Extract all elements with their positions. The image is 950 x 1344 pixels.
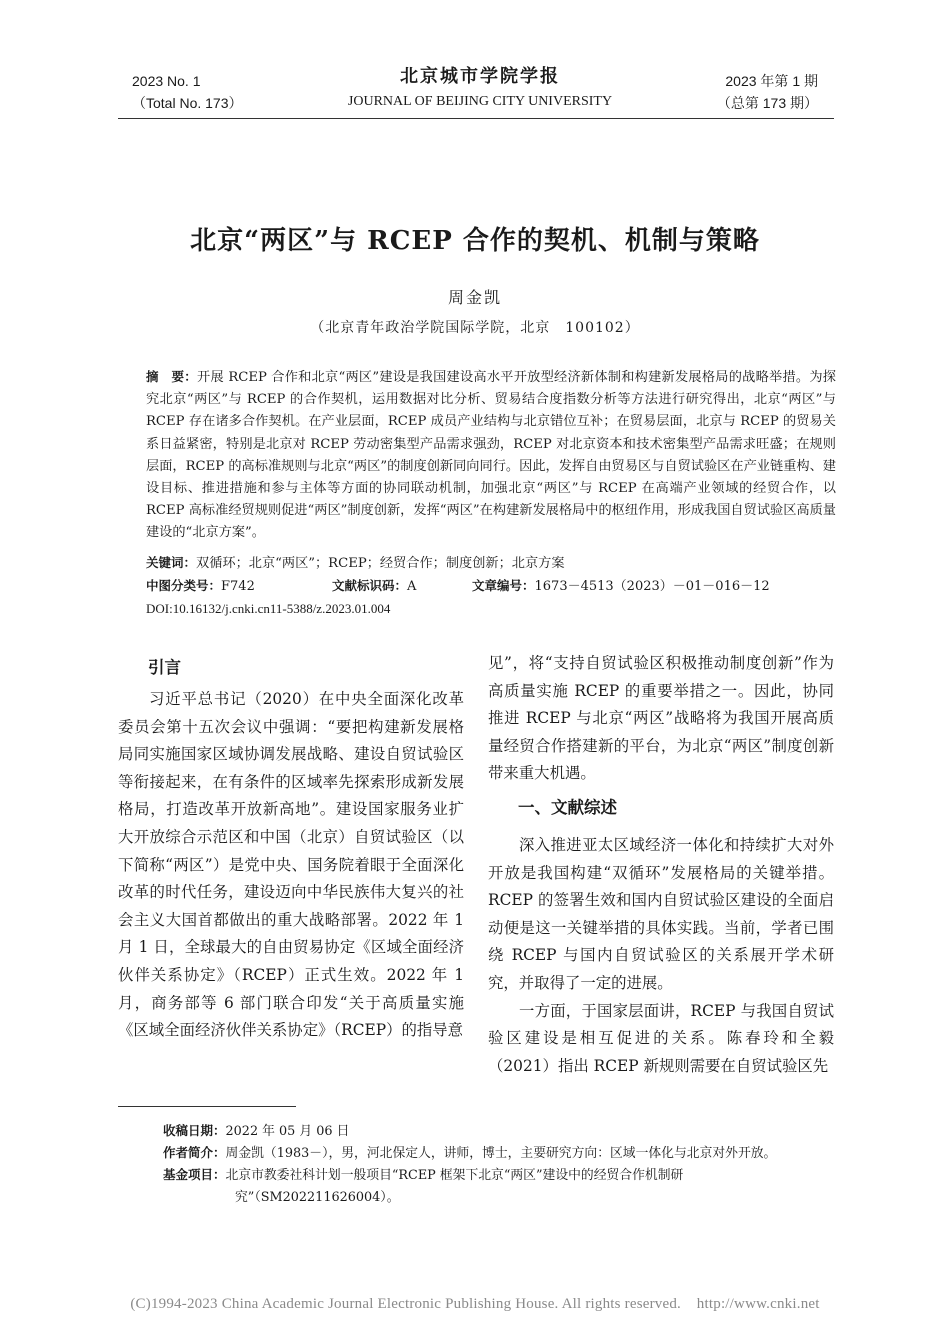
header-divider [118, 118, 834, 119]
footnote-fund [163, 1164, 843, 1209]
literature-paragraph-1: 深入推进亚太区域经济一体化和持续扩大对外开放是我国构建“双循环”发展格局的关键举措。RCEP 的签署生效和国内自贸试验区建设的全面启动便是这一关键举措的具体实践。当前，学者已围绕 RCEP 与国内自贸试验区的关系展开学术研究，并取得了一定的进展。 [488, 835, 834, 992]
author-name: 周金凯 [447, 288, 502, 307]
keywords-text: 双循环；北京“两区”；RCEP；经贸合作；制度创新；北京方案 [196, 556, 565, 571]
introduction-paragraph: 习近平总书记（2020）在中央全面深化改革委员会第十五次会议中强调：“要把构建新发展格局同实施国家区域协调发展战略、建设自贸试验区等衔接起来，在有条件的区域率先探索形成新发展格局，打造改革开放新高地”。建设国家服务业扩大开放综合示范区和中国（北京）自贸试验区（以下简称“两区”）是党中央、国务院着眼于全面深化改革的时代任务，建设迈向中华民族伟大复兴的社会主义大国首都做出的重大战略部署。2022 年 1 月 1 日，全球最大的自由贸易协定《区域全面经济伙伴关系协定》（RCEP）正式生效。2022 年 1 月，商务部等 6 部门联合印发“关于高质量实施《区域全面经济伙伴关系协定》（RCEP）的指导意 [118, 690, 464, 1040]
abstract-label: 摘 要： [146, 369, 198, 384]
keywords-label: 关键词： [146, 555, 197, 570]
section-heading-introduction: 引言 [148, 658, 181, 677]
received-value: 2022 年 05 月 06 日 [225, 1124, 350, 1139]
section-heading-literature-review: 一、文献综述 [518, 797, 617, 817]
keywords [146, 552, 836, 575]
author-bio-label: 作者简介： [163, 1145, 226, 1160]
author-bio-value: 周金凯（1983－），男，河北保定人，讲师，博士，主要研究方向：区域一体化与北京对外开放。 [225, 1146, 777, 1161]
header-left [132, 70, 243, 114]
header-right [717, 70, 818, 114]
footnote-divider [118, 1106, 296, 1107]
left-column [118, 650, 464, 1045]
issue-number-en: 2023 No. 1 [132, 73, 201, 89]
footnote-received [163, 1120, 843, 1143]
author-affiliation: （北京青年政治学院国际学院，北京 100102） [310, 320, 640, 336]
fund-value: 北京市教委社科计划一般项目“RCEP 框架下北京“两区”建设中的经贸合作机制研究”（SM202211626004）。 [225, 1168, 684, 1205]
clc-label: 中图分类号： [146, 578, 222, 593]
article-number-label: 文章编号： [472, 578, 535, 593]
total-number-cn: （总第 173 期） [716, 95, 818, 111]
clc-value: F742 [221, 579, 255, 594]
fund-label: 基金项目： [163, 1167, 226, 1182]
issue-number-cn: 2023 年第 1 期 [725, 73, 818, 89]
journal-name-en: JOURNAL OF BEIJING CITY UNIVERSITY [347, 94, 613, 109]
doc-code-label: 文献标识码： [332, 578, 408, 593]
received-label: 收稿日期： [163, 1123, 226, 1138]
copyright-notice: (C)1994-2023 China Academic Journal Electronic Publishing House. All rights reserved. http://www.cnki.net [130, 1296, 820, 1312]
article-title: 北京“两区”与 RCEP 合作的契机、机制与策略 [190, 226, 760, 256]
journal-name-cn: 北京城市学院学报 [400, 66, 560, 87]
abstract [146, 366, 836, 545]
introduction-continuation: 见”，将“支持自贸试验区积极推动制度创新”作为高质量实施 RCEP 的重要举措之一。因此，协同推进 RCEP 与北京“两区”战略将为我国开展高质量经贸合作搭建新的平台，为北京“两区”制度创新带来重大机遇。 [488, 654, 834, 783]
right-column [488, 650, 834, 1080]
article-number-value: 1673－4513（2023）－01－016－12 [534, 579, 770, 594]
abstract-text: 开展 RCEP 合作和北京“两区”建设是我国建设高水平开放型经济新体制和构建新发展格局的战略举措。为探究北京“两区”与 RCEP 的合作契机，运用数据对比分析、贸易结合度指数分析等方法进行研究得出，北京“两区”与 RCEP 存在诸多合作契机。在产业层面，RCEP 成员产业结构与北京错位互补；在贸易层面，北京与 RCEP 的贸易关系日益紧密，特别是北京对 RCEP 劳动密集型产品需求强劲，RCEP 对北京资本和技术密集型产品需求旺盛；在规则层面，RCEP 的高标准规则与北京“两区”的制度创新同向同行。因此，发挥自由贸易区与自贸试验区在产业链重构、建设目标、推进措施和参与主体等方面的协同联动机制，加强北京“两区”与 RCEP 在高端产业领域的经贸合作，以 RCEP 高标准经贸规则促进“两区”制度创新，发挥“两区”在构建新发展格局中的枢纽作用，形成我国自贸试验区高质量建设的“北京方案”。 [146, 370, 836, 541]
doc-code-value: A [407, 579, 417, 594]
total-number-en: （Total No. 173） [132, 95, 243, 111]
literature-paragraph-2: 一方面，于国家层面讲，RCEP 与我国自贸试验区建设是相互促进的关系。陈春玲和全毅（2021）指出 RCEP 新规则需要在自贸试验区先 [488, 1001, 834, 1075]
footnote-author [163, 1142, 843, 1165]
doi: DOI:10.16132/j.cnki.cn11-5388/z.2023.01.004 [146, 601, 391, 616]
journal-masthead [300, 66, 660, 113]
